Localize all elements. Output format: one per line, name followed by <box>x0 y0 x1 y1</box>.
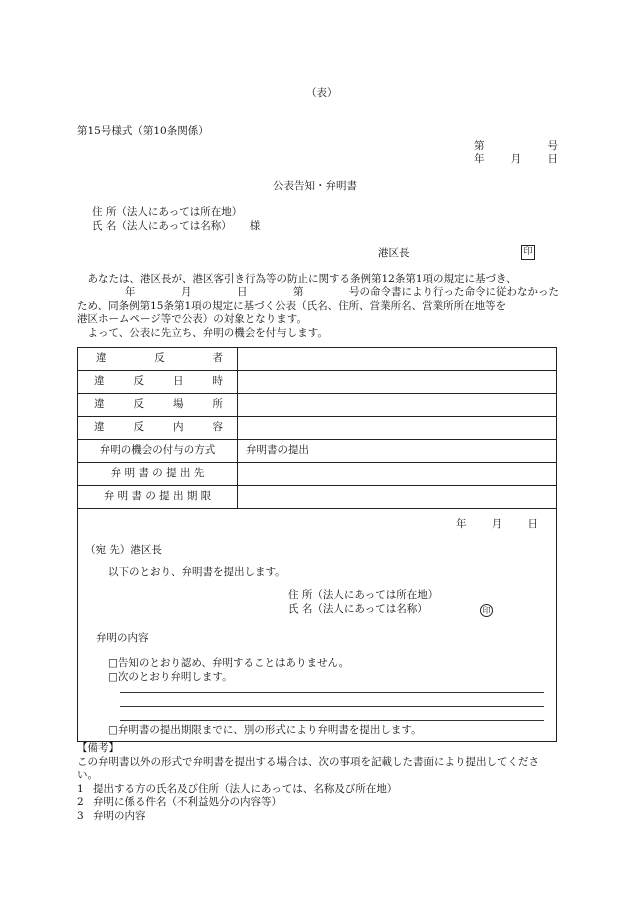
label-char: 場 <box>173 398 184 411</box>
notes-heading: 【備考】 <box>77 742 119 754</box>
body-line-3: ため、同条例第15条第1項の規定に基づく公表（氏名、住所、営業所名、営業所所在地等を <box>77 299 507 312</box>
date-month: 月 <box>510 153 522 165</box>
label-char: 日 <box>173 375 184 388</box>
option-other-form-checkbox[interactable]: □弁明書の提出期限までに、別の形式により弁明書を提出します。 <box>108 724 422 736</box>
table-row <box>78 417 556 440</box>
notes-intro: この弁明書以外の形式で弁明書を提出する場合は、次の事項を記載した書面により提出してください。 <box>77 756 539 782</box>
respondent-seal: 印 <box>480 604 493 617</box>
row-label-content <box>78 417 238 439</box>
label-char: 時 <box>212 375 223 388</box>
explanation-line[interactable] <box>120 692 544 693</box>
row-label-method: 弁明の機会の付与の方式 <box>78 440 238 462</box>
row-label-place <box>78 394 238 416</box>
row-label-violator <box>78 348 238 370</box>
label-char: 反 <box>154 352 165 365</box>
page-title: 公表告知・弁明書 <box>273 180 357 192</box>
response-date-day: 日 <box>527 518 538 530</box>
row-value-submit-to[interactable] <box>238 463 556 485</box>
item-text: 弁明に係る件名（不利益処分の内容等） <box>93 796 282 809</box>
form-number-label: 第15号様式（第10条関係） <box>77 125 209 137</box>
body-line-2-rest: 号の命令書により行った命令に従わなかった <box>349 286 559 299</box>
recipient-name-label: 氏 名（法人にあっては名称） <box>92 220 232 232</box>
table-row <box>78 394 556 417</box>
label-char: 反 <box>133 375 144 388</box>
row-value-deadline[interactable] <box>238 486 556 508</box>
number-prefix: 第 <box>474 140 485 152</box>
label-char: 容 <box>212 421 223 434</box>
explanation-line[interactable] <box>120 706 544 707</box>
page-side-marker: （表） <box>306 87 338 99</box>
option-explain-checkbox[interactable]: □次のとおり弁明します。 <box>108 671 233 683</box>
item-number: 1 <box>77 782 84 795</box>
response-date-year: 年 <box>456 518 467 530</box>
honorific: 様 <box>249 220 261 232</box>
table-row <box>78 371 556 394</box>
body-line-5: よって、公表に先立ち、弁明の機会を付与します。 <box>87 326 328 339</box>
table-row <box>78 463 556 486</box>
response-date <box>456 518 538 532</box>
seal-stamp: 印 <box>521 245 535 260</box>
respondent-address: 住 所（法人にあっては所在地） <box>288 589 439 601</box>
number-suffix: 号 <box>547 140 558 152</box>
row-label-submit-to: 弁 明 書 の 提 出 先 <box>78 463 238 485</box>
item-text: 提出する方の氏名及び住所（法人にあっては、名称及び所在地） <box>93 782 398 795</box>
issuer: 港区長 <box>378 247 410 259</box>
date-day: 日 <box>547 153 558 165</box>
item-text: 弁明の内容 <box>93 809 146 822</box>
label-char: 違 <box>94 375 105 388</box>
label-char: 違 <box>94 421 105 434</box>
response-date-month: 月 <box>491 518 503 530</box>
label-char: 内 <box>173 421 184 434</box>
blank-month: 月 <box>181 286 192 299</box>
blank-day: 日 <box>237 286 248 299</box>
label-char: 者 <box>212 352 223 365</box>
table-row <box>78 348 556 371</box>
row-label-datetime <box>78 371 238 393</box>
label-char: 違 <box>96 352 107 365</box>
respondent-name: 氏 名（法人にあっては名称） <box>288 603 428 615</box>
table-row <box>78 486 556 509</box>
option-accept-checkbox[interactable]: □告知のとおり認め、弁明することはありません。 <box>108 657 350 669</box>
row-value-content[interactable] <box>238 417 556 439</box>
row-value-datetime[interactable] <box>238 371 556 393</box>
list-item <box>77 810 559 823</box>
row-value-violator[interactable] <box>238 348 556 370</box>
table-row <box>78 440 556 463</box>
recipient-address: 住 所（法人にあっては所在地） <box>92 206 243 218</box>
list-item <box>77 796 559 809</box>
document-date <box>474 153 558 167</box>
row-value-method: 弁明書の提出 <box>246 444 309 457</box>
item-number: 3 <box>77 809 84 822</box>
violation-table <box>77 347 557 742</box>
label-char: 反 <box>133 421 144 434</box>
notes-body <box>77 756 559 823</box>
item-number: 2 <box>77 796 84 809</box>
date-year: 年 <box>474 153 485 165</box>
notice-body <box>77 273 559 340</box>
label-char: 反 <box>133 398 144 411</box>
row-value-place[interactable] <box>238 394 556 416</box>
blank-year: 年 <box>125 286 136 299</box>
row-label-deadline: 弁 明 書 の 提 出 期 限 <box>78 486 238 508</box>
explanation-line[interactable] <box>120 720 544 721</box>
blank-number-prefix: 第 <box>293 286 304 299</box>
body-line-4: 港区ホームページ等で公表）の対象となります。 <box>77 313 307 326</box>
recipient-name <box>92 220 260 234</box>
response-section <box>78 509 556 741</box>
body-line-2 <box>77 286 559 299</box>
response-addressee: （宛 先）港区長 <box>85 544 162 556</box>
response-intro: 以下のとおり、弁明書を提出します。 <box>108 566 286 578</box>
label-char: 違 <box>94 398 105 411</box>
response-content-heading: 弁明の内容 <box>96 632 149 644</box>
list-item <box>77 783 559 796</box>
label-char: 所 <box>212 398 223 411</box>
document-number <box>474 140 558 154</box>
body-line-1: あなたは、港区長が、港区客引き行為等の防止に関する条例第12条第1項の規定に基づき、 <box>87 273 517 285</box>
